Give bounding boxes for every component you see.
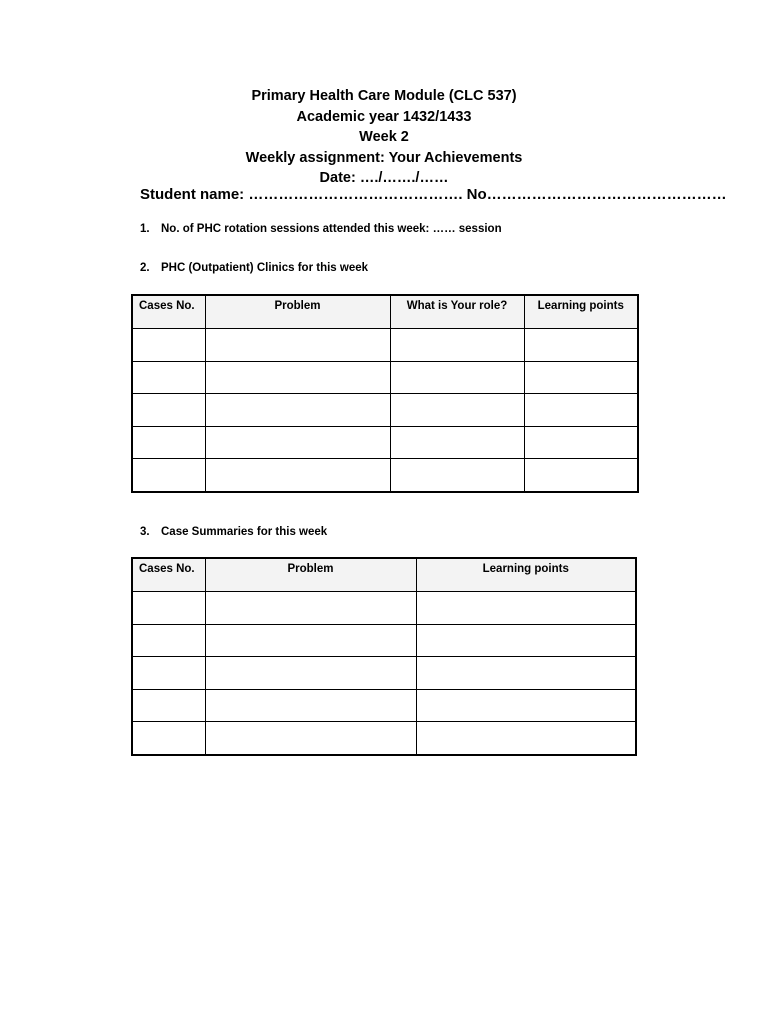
header-problem: Problem xyxy=(205,558,416,592)
table-cell[interactable] xyxy=(132,329,205,362)
table-row xyxy=(132,394,638,427)
table-cell[interactable] xyxy=(205,329,390,362)
table-row xyxy=(132,592,636,625)
table-cell[interactable] xyxy=(390,394,524,427)
table-cell[interactable] xyxy=(390,361,524,394)
header-learning-points: Learning points xyxy=(416,558,636,592)
table-cell[interactable] xyxy=(205,361,390,394)
table-cell[interactable] xyxy=(390,329,524,362)
item-number: 2. xyxy=(140,262,150,274)
clinics-table xyxy=(131,294,639,493)
item-text: Case Summaries for this week xyxy=(161,526,328,538)
table-cell[interactable] xyxy=(132,624,205,657)
document-header xyxy=(0,86,768,189)
table-row xyxy=(132,459,638,492)
header-cases-no: Cases No. xyxy=(132,295,205,329)
table-row xyxy=(132,722,636,755)
table-cell[interactable] xyxy=(524,426,638,459)
table-cell[interactable] xyxy=(205,459,390,492)
item-clinics xyxy=(140,262,368,274)
table-row xyxy=(132,689,636,722)
header-learning-points: Learning points xyxy=(524,295,638,329)
student-name-line: Student name: ……………………………………. No………………………………………… xyxy=(140,186,727,203)
module-title: Primary Health Care Module (CLC 537) xyxy=(251,88,517,104)
table-cell[interactable] xyxy=(132,657,205,690)
table-row xyxy=(132,624,636,657)
table-cell[interactable] xyxy=(524,361,638,394)
table-cell[interactable] xyxy=(132,426,205,459)
table-cell[interactable] xyxy=(132,459,205,492)
table-cell[interactable] xyxy=(205,657,416,690)
table-cell[interactable] xyxy=(205,592,416,625)
table-cell[interactable] xyxy=(132,689,205,722)
academic-year: Academic year 1432/1433 xyxy=(296,108,472,125)
table-cell[interactable] xyxy=(390,426,524,459)
item-number: 3. xyxy=(140,526,150,538)
item-number: 1. xyxy=(140,223,150,235)
table-cell[interactable] xyxy=(416,592,636,625)
item-text: PHC (Outpatient) Clinics for this week xyxy=(161,262,369,274)
table-cell[interactable] xyxy=(205,689,416,722)
table-cell[interactable] xyxy=(524,394,638,427)
table-cell[interactable] xyxy=(205,722,416,755)
table-cell[interactable] xyxy=(205,394,390,427)
table-cell[interactable] xyxy=(132,592,205,625)
table-cell[interactable] xyxy=(132,394,205,427)
table-cell[interactable] xyxy=(416,624,636,657)
table-row xyxy=(132,329,638,362)
table-cell[interactable] xyxy=(390,459,524,492)
table-cell[interactable] xyxy=(524,329,638,362)
table-cell[interactable] xyxy=(205,624,416,657)
table-cell[interactable] xyxy=(132,361,205,394)
table-header-row xyxy=(132,295,638,329)
table-header-row xyxy=(132,558,636,592)
table-cell[interactable] xyxy=(205,426,390,459)
header-role: What is Your role? xyxy=(390,295,524,329)
item-text: No. of PHC rotation sessions attended this week: …… session xyxy=(161,223,502,235)
table-row xyxy=(132,426,638,459)
table-row xyxy=(132,657,636,690)
header-problem: Problem xyxy=(205,295,390,329)
week-label: Week 2 xyxy=(359,129,409,145)
date-field: Date: …./……./…… xyxy=(319,170,449,186)
table-cell[interactable] xyxy=(416,657,636,690)
table-cell[interactable] xyxy=(416,722,636,755)
table-cell[interactable] xyxy=(416,689,636,722)
table-row xyxy=(132,361,638,394)
table-cell[interactable] xyxy=(524,459,638,492)
item-case-summaries xyxy=(140,526,327,538)
assignment-title: Weekly assignment: Your Achievements xyxy=(245,149,523,166)
case-summaries-table xyxy=(131,557,637,756)
table-cell[interactable] xyxy=(132,722,205,755)
header-cases-no: Cases No. xyxy=(132,558,205,592)
item-sessions-attended xyxy=(140,223,502,235)
